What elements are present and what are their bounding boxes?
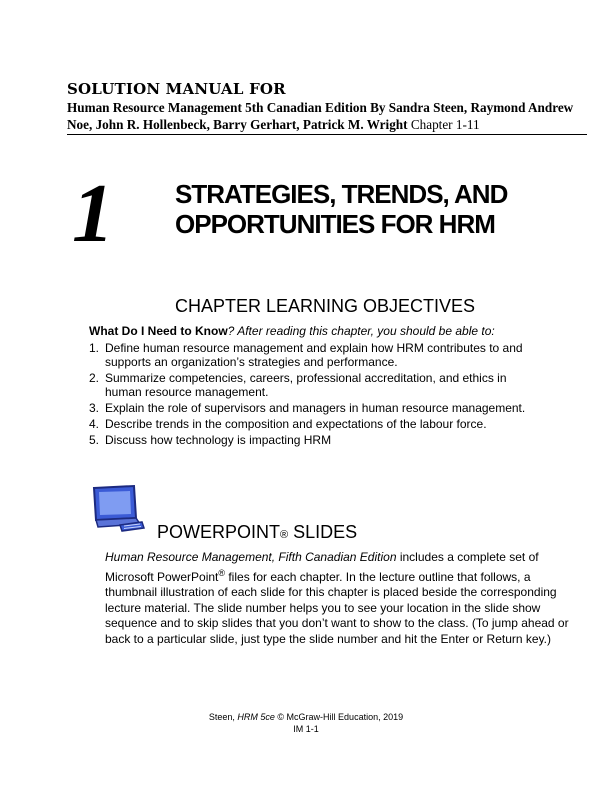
objective-text: Explain the role of supervisors and managers in human resource management. bbox=[105, 401, 526, 415]
registered-mark: ® bbox=[280, 529, 289, 541]
objectives-intro-rest: ? After reading this chapter, you should be able to: bbox=[227, 324, 495, 338]
objective-text: Discuss how technology is impacting HRM bbox=[105, 433, 332, 447]
powerpoint-description bbox=[105, 550, 575, 648]
computer-icon bbox=[88, 484, 146, 536]
objective-item bbox=[89, 401, 539, 415]
powerpoint-text-part2: files for each chapter. In the lecture outline that follows, a thumbnail illustration of each slide for this chapter is placed beside the corresponding lecture material. The slide number helps you to see your location in the slide show sequence and to skip slides that you don’t want to show to the class. (To jump ahead or back to a particular slide, just type the slide number and hit the Enter or Return key.) bbox=[105, 569, 569, 646]
objective-text: Summarize competencies, careers, professional accreditation, and ethics in human resource management. bbox=[105, 371, 507, 399]
powerpoint-heading-main: POWERPOINT bbox=[157, 522, 281, 542]
footer-page-number: IM 1-1 bbox=[293, 724, 319, 734]
book-title bbox=[67, 99, 597, 133]
chapter-number: 1 bbox=[72, 167, 114, 260]
objective-number: 5. bbox=[89, 433, 100, 447]
objectives-list bbox=[89, 341, 539, 449]
objective-number: 2. bbox=[89, 371, 100, 385]
objective-text: Describe trends in the composition and expectations of the labour force. bbox=[105, 417, 487, 431]
header-divider bbox=[67, 134, 587, 135]
registered-mark: ® bbox=[218, 567, 226, 578]
powerpoint-text-part1: includes a complete set of Microsoft PowerPoint bbox=[105, 550, 539, 584]
objectives-intro-lead: What Do I Need to Know bbox=[89, 324, 228, 338]
book-name-italic: Human Resource Management, Fifth Canadian Edition bbox=[105, 550, 397, 564]
objective-item bbox=[89, 433, 539, 447]
objective-item bbox=[89, 417, 539, 431]
chapter-title: STRATEGIES, TRENDS, AND OPPORTUNITIES FOR HRM bbox=[175, 179, 508, 239]
objectives-intro bbox=[89, 324, 495, 338]
footer-publisher: © McGraw-Hill Education, 2019 bbox=[274, 712, 404, 722]
objective-item bbox=[89, 371, 539, 399]
objective-text: Define human resource management and explain how HRM contributes to and supports an organization’s strategies and performance. bbox=[105, 341, 523, 369]
solution-manual-banner: SOLUTION MANUAL FOR bbox=[67, 80, 286, 98]
objective-number: 3. bbox=[89, 401, 100, 415]
objective-number: 4. bbox=[89, 417, 100, 431]
objectives-heading: CHAPTER LEARNING OBJECTIVES bbox=[175, 296, 476, 316]
book-title-authors: Human Resource Management 5th Canadian Edition By Sandra Steen, Raymond Andrew Noe, John R. Hollenbeck, Barry Gerhart, Patrick M. Wright bbox=[67, 100, 574, 132]
footer-edition: HRM 5ce bbox=[237, 712, 275, 722]
powerpoint-heading bbox=[157, 522, 357, 543]
powerpoint-heading-tail: SLIDES bbox=[288, 522, 358, 542]
objective-number: 1. bbox=[89, 341, 100, 355]
book-title-chapters: Chapter 1-11 bbox=[407, 117, 480, 132]
objective-item bbox=[89, 341, 539, 369]
footer-copyright bbox=[0, 712, 612, 722]
footer-author: Steen, bbox=[208, 712, 238, 722]
